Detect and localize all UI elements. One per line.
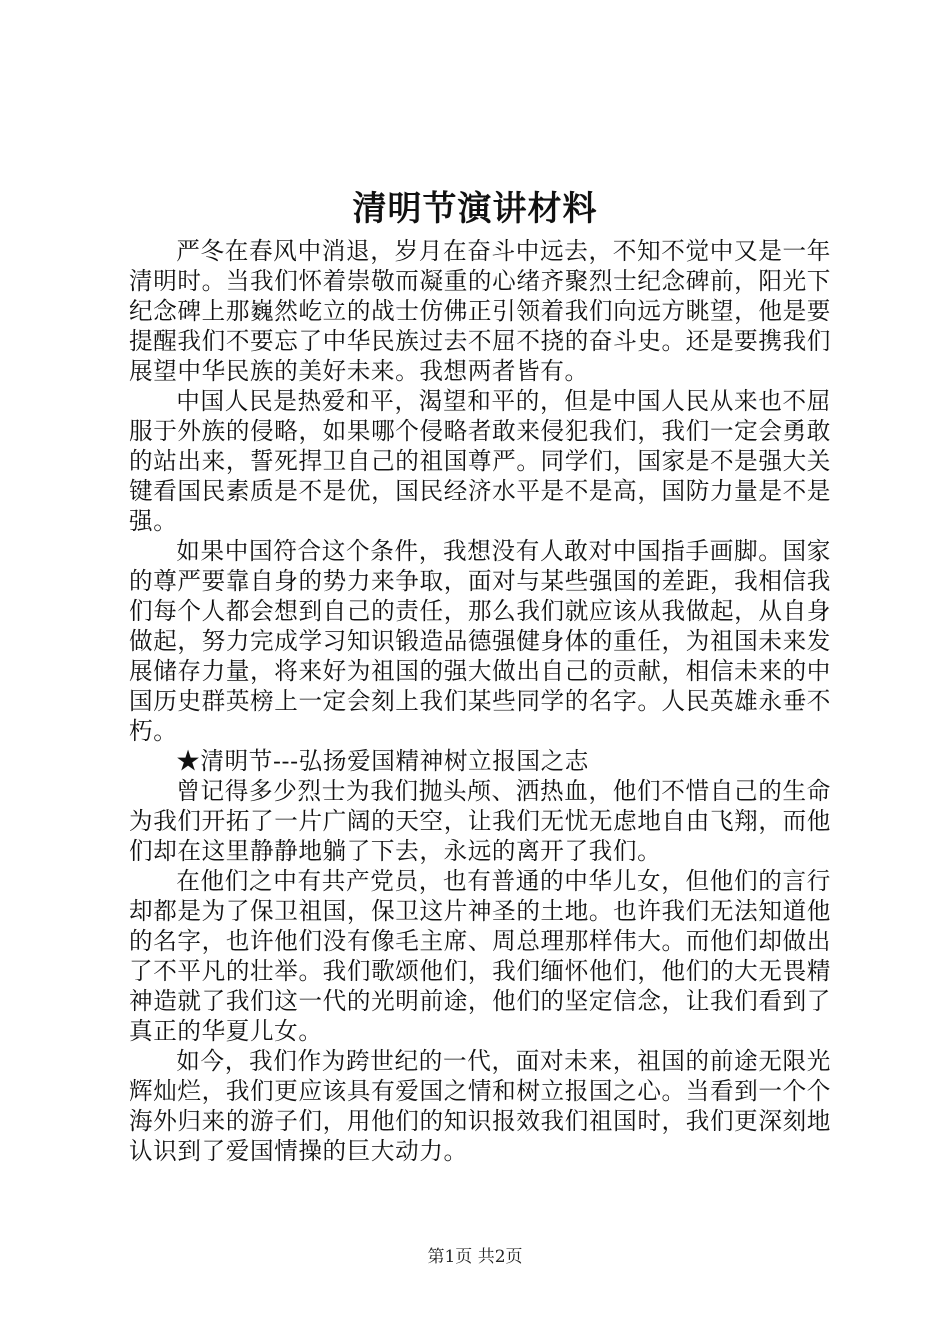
paragraph-1: 严冬在春风中消退，岁月在奋斗中远去，不知不觉中又是一年清明时。当我们怀着崇敬而凝重的心绪齐聚烈士纪念碑前，阳光下纪念碑上那巍然屹立的战士仿佛正引领着我们向远方眺望，他是要提醒我们不要忘了中华民族过去不屈不挠的奋斗史。还是要携我们展望中华民族的美好未来。我想两者皆有。 [129, 237, 831, 385]
paragraph-5: 在他们之中有共产党员，也有普通的中华儿女，但他们的言行却都是为了保卫祖国，保卫这片神圣的土地。也许我们无法知道他的名字，也许他们没有像毛主席、周总理那样伟大。而他们却做出了不平凡的壮举。我们歌颂他们，我们缅怀他们，他们的大无畏精神造就了我们这一代的光明前途，他们的坚定信念，让我们看到了真正的华夏儿女。 [129, 867, 831, 1045]
paragraph-3: 如果中国符合这个条件，我想没有人敢对中国指手画脚。国家的尊严要靠自身的势力来争取，面对与某些强国的差距，我相信我们每个人都会想到自己的责任，那么我们就应该从我做起，从自身做起，努力完成学习知识锻造品德强健身体的重任，为祖国未来发展储存力量，将来好为祖国的强大做出自己的贡献，相信未来的中国历史群英榜上一定会刻上我们某些同学的名字。人民英雄永垂不朽。 [129, 537, 831, 745]
document-title: 清明节演讲材料 [352, 189, 598, 229]
paragraph-6: 如今，我们作为跨世纪的一代，面对未来，祖国的前途无限光辉灿烂，我们更应该具有爱国之情和树立报国之心。当看到一个个海外归来的游子们，用他们的知识报效我们祖国时，我们更深刻地认识到了爱国情操的巨大动力。 [129, 1047, 831, 1165]
paragraph-2: 中国人民是热爱和平，渴望和平的，但是中国人民从来也不屈服于外族的侵略，如果哪个侵略者敢来侵犯我们，我们一定会勇敢的站出来，誓死捍卫自己的祖国尊严。同学们，国家是不是强大关键看国民素质是不是优，国民经济水平是不是高，国防力量是不是强。 [129, 387, 831, 535]
document-body [129, 236, 831, 1166]
paragraph-4: 曾记得多少烈士为我们抛头颅、洒热血，他们不惜自己的生命为我们开拓了一片广阔的天空，让我们无忧无虑地自由飞翔，而他们却在这里静静地躺了下去，永远的离开了我们。 [129, 777, 831, 865]
section-subheading: ★清明节---弘扬爱国精神树立报国之志 [176, 747, 590, 775]
page-footer: 第1页 共2页 [427, 1247, 523, 1267]
